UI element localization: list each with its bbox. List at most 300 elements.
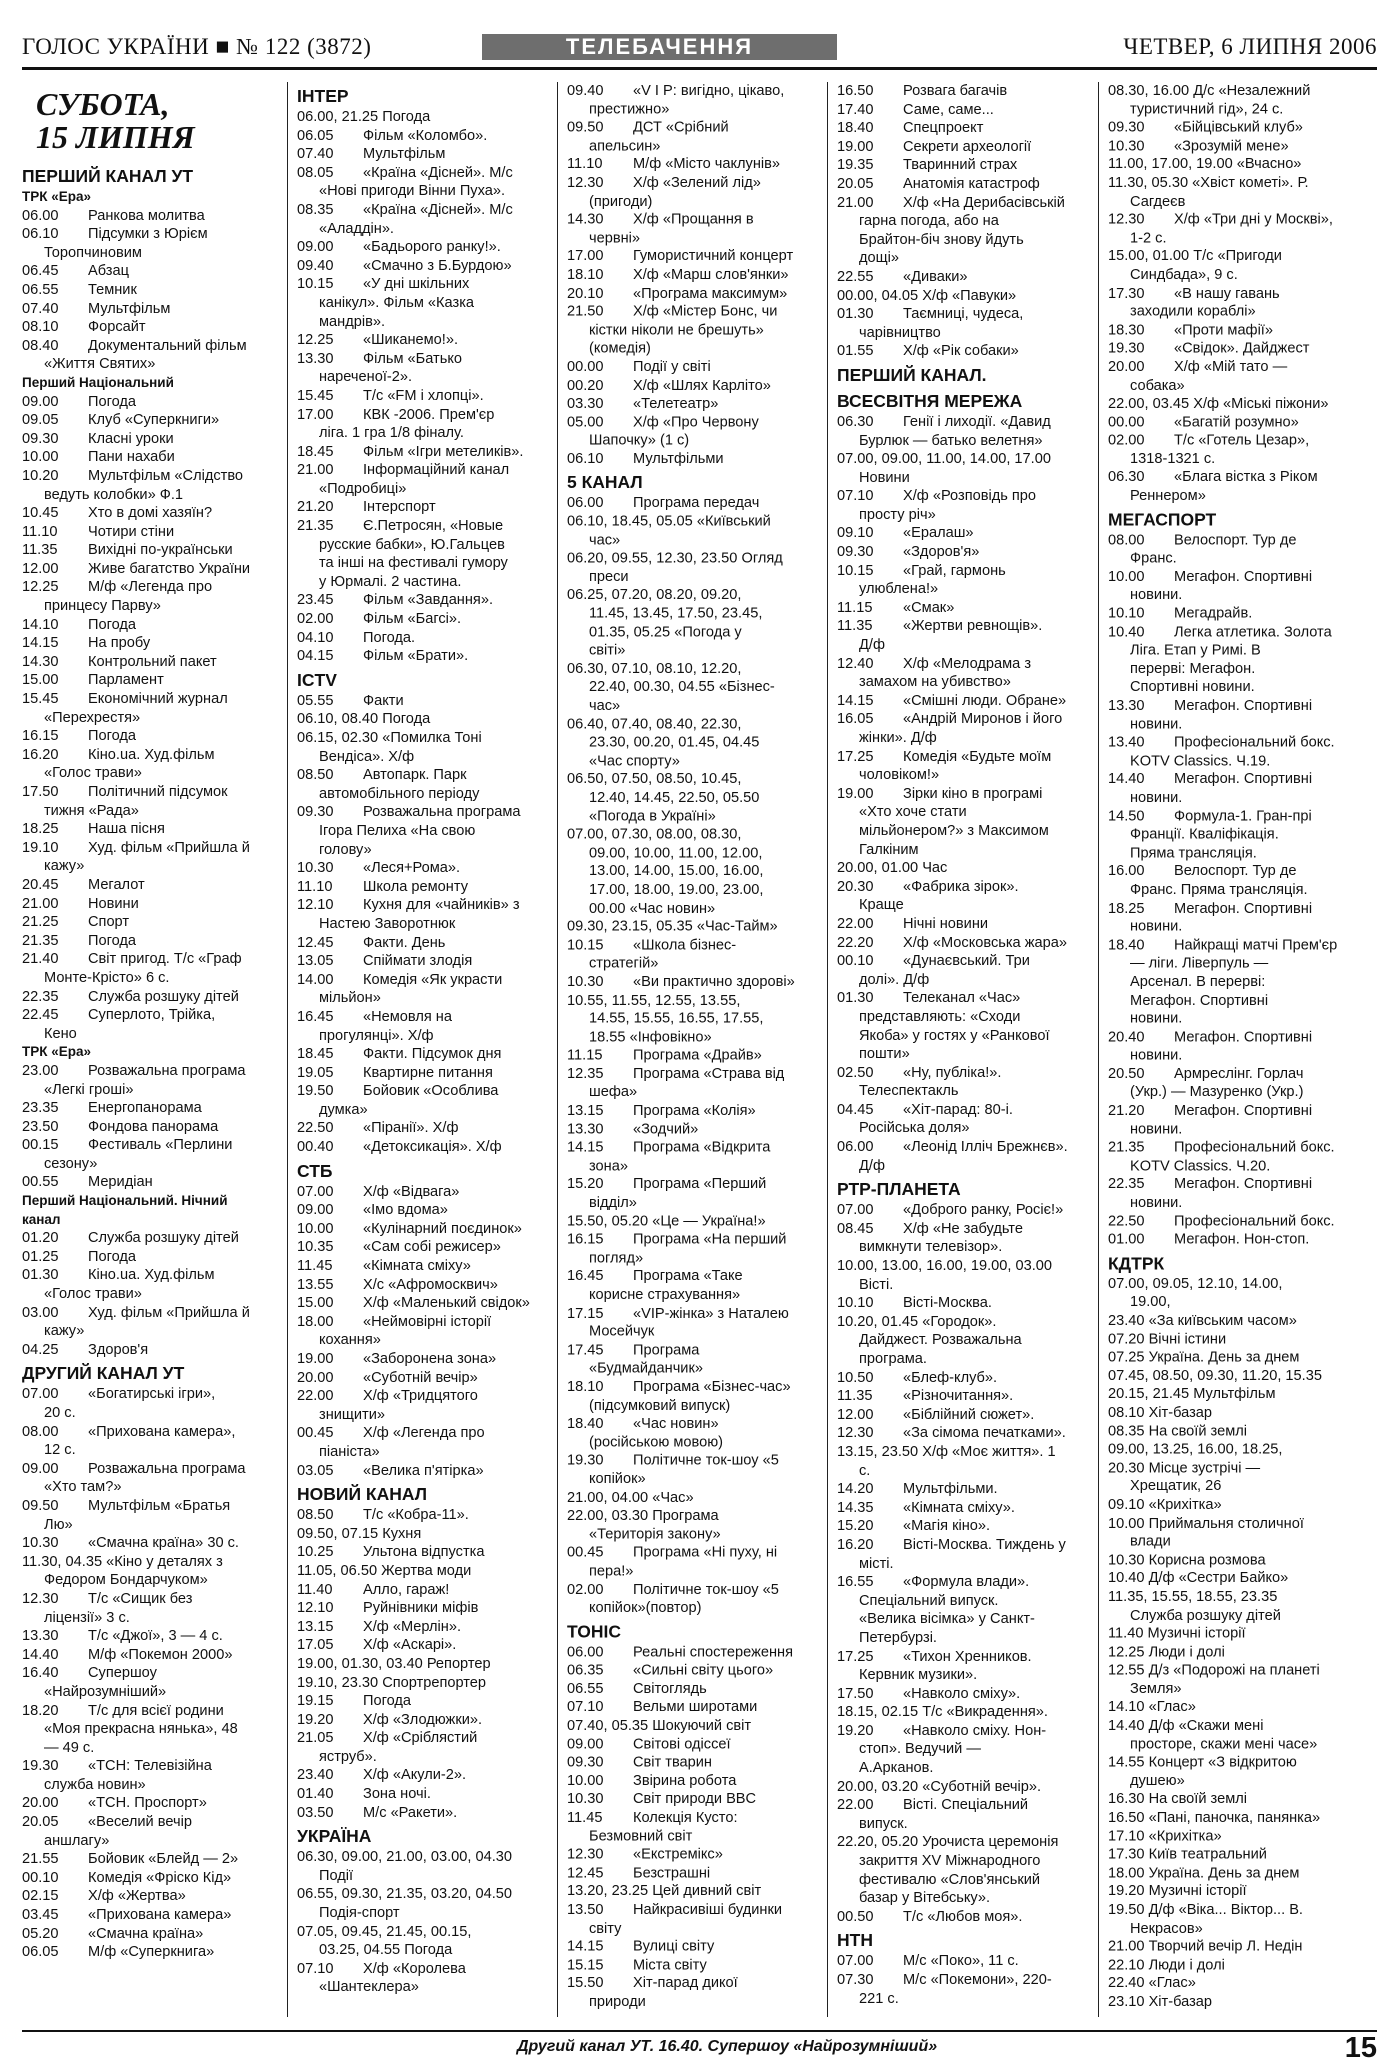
program-time: 20.45 — [22, 876, 59, 893]
program-time: 00.00 — [1108, 414, 1145, 431]
program-time: 16.20 — [22, 746, 59, 763]
program-entry — [1108, 1176, 1380, 1213]
program-continuation: Вендіса». Х/ф — [319, 748, 415, 765]
program-entry — [567, 1864, 829, 1882]
tv-schedule — [22, 82, 1382, 2017]
program-entry — [837, 543, 1099, 562]
program-title: Х/ф «Не забудьте — [903, 1220, 1023, 1237]
program-entry — [1108, 432, 1380, 469]
program-entry — [837, 119, 1099, 138]
program-entry — [837, 1257, 1099, 1294]
program-entry — [1108, 605, 1380, 623]
program-entry — [567, 211, 829, 248]
program-continuation: «Будмайданчик» — [589, 1360, 703, 1377]
program-title: Безстрашні — [633, 1865, 711, 1882]
program-title: Велоспорт. Тур де — [1174, 532, 1297, 549]
program-continuation: чоловіком!» — [859, 767, 940, 784]
channel-subheading: Перший Національний — [22, 374, 174, 390]
program-title: «VIP-жінка» з Наталею — [633, 1305, 789, 1322]
program-entry — [1108, 936, 1380, 1028]
program-title: Мегалот — [88, 876, 145, 893]
program-entry — [837, 599, 1099, 618]
program-title: Х/ф «Злодюжки». — [363, 1711, 483, 1728]
program-continuation: Подія-спорт — [319, 1905, 400, 1922]
program-continuation: у Юрмалі. 2 частина. — [319, 573, 462, 590]
program-continuation: Реннером» — [1130, 488, 1206, 504]
program-continuation: та інші на фестивалі гумору — [319, 555, 508, 572]
program-time: 11.15 — [837, 599, 873, 616]
program-continuation: 1318-1321 с. — [1130, 451, 1216, 468]
program-line: 11.35, 15.55, 18.55, 23.35 — [1108, 1589, 1278, 1605]
program-entry — [837, 1064, 1099, 1101]
program-entry — [1108, 1330, 1380, 1348]
program-entry — [567, 1452, 829, 1489]
program-entry — [567, 771, 829, 826]
program-time: 18.10 — [567, 267, 604, 283]
program-title: «Леся+Рома». — [363, 860, 461, 877]
program-entry — [837, 1796, 1099, 1833]
program-title: Погода. — [363, 629, 416, 646]
program-title: Вулиці світу — [633, 1938, 715, 1955]
program-title: Х/ф «Легенда про — [363, 1425, 485, 1442]
program-time: 21.20 — [297, 499, 334, 516]
program-title: Х/ф «Мерлін». — [363, 1618, 462, 1635]
program-continuation: с. — [859, 1462, 871, 1479]
program-entry — [297, 647, 559, 666]
program-time: 21.35 — [1108, 1139, 1145, 1156]
program-time: 07.00 — [22, 1386, 59, 1403]
program-time: 18.45 — [297, 1046, 334, 1063]
program-entry — [567, 1846, 829, 1864]
program-continuation: 09.00, 10.00, 11.00, 12.00, — [589, 845, 763, 862]
program-title: «Диваки» — [903, 268, 968, 285]
program-entry — [22, 1385, 284, 1422]
program-time: 10.40 — [1108, 624, 1145, 641]
program-time: 00.10 — [22, 1869, 59, 1886]
program-time: 00.15 — [22, 1137, 59, 1154]
program-entry — [1108, 137, 1380, 155]
program-entry — [297, 896, 559, 933]
program-time: 10.30 — [567, 974, 604, 990]
program-entry — [22, 1553, 284, 1590]
program-line: 15.50, 05.20 «Це — Україна!» — [567, 1213, 766, 1230]
program-line: 14.40 Д/ф «Скажи мені — [1108, 1717, 1264, 1734]
program-entry — [1108, 807, 1380, 862]
program-entry — [297, 629, 559, 648]
program-time: 04.10 — [297, 629, 334, 646]
program-time: 09.30 — [1108, 119, 1145, 136]
program-line: 06.20, 09.55, 12.30, 23.50 Огляд — [567, 550, 783, 567]
program-title: М/ф «Суперкнига» — [88, 1944, 215, 1961]
program-continuation: ліга. 1 гра 1/8 фіналу. — [319, 425, 464, 442]
program-time: 16.15 — [22, 728, 59, 745]
program-title: «Біблійний сюжет». — [903, 1406, 1035, 1423]
program-continuation: 18.55 «Інфовікно» — [589, 1029, 712, 1046]
program-title: «Бійцівський клуб» — [1174, 119, 1303, 136]
program-continuation: Спеціальний випуск. — [859, 1592, 999, 1609]
program-entry — [22, 1062, 284, 1099]
program-time: 15.45 — [22, 691, 59, 708]
program-continuation: 12.40, 14.45, 22.50, 05.50 — [589, 789, 760, 806]
program-entry — [567, 992, 829, 1047]
program-time: 10.00 — [1108, 569, 1145, 585]
program-title: Професіональний бокс. — [1174, 1139, 1335, 1156]
program-continuation: Шапочку» (1 с) — [589, 432, 690, 449]
program-time: 06.30 — [1108, 469, 1145, 486]
program-title: Чотири стіни — [88, 523, 175, 540]
program-entry — [22, 1813, 284, 1850]
program-entry — [567, 1507, 829, 1544]
program-title: Програма «Перший — [633, 1176, 767, 1193]
program-title: Розважальна програма — [363, 804, 521, 821]
schedule-column — [22, 82, 284, 1962]
program-title: Комедія «Фріско Кід» — [88, 1869, 232, 1886]
program-title: «Фабрика зірок». — [903, 878, 1019, 895]
program-continuation: вимкнути телевізор». — [859, 1239, 1003, 1256]
program-continuation: «Погода в Україні» — [589, 808, 716, 825]
program-time: 08.05 — [297, 164, 334, 181]
program-entry — [567, 1065, 829, 1102]
program-title: Кіно.ua. Худ.фільм — [88, 1267, 215, 1284]
program-entry — [567, 1489, 829, 1507]
program-title: Телеканал «Час» — [903, 990, 1021, 1007]
program-title: Служба розшуку дітей — [88, 1230, 239, 1247]
program-entry — [22, 671, 284, 690]
program-time: 00.55 — [22, 1174, 59, 1191]
program-line: 10.40 Д/ф «Сестри Байко» — [1108, 1570, 1289, 1587]
program-title: Світ тварин — [633, 1754, 712, 1771]
program-title: Кіно.ua. Худ.фільм — [88, 746, 215, 763]
program-entry — [297, 952, 559, 971]
page-header — [22, 24, 1377, 70]
program-entry — [1108, 1422, 1380, 1440]
program-entry — [837, 1480, 1099, 1499]
program-title: Суперлото, Трійка, — [88, 1007, 216, 1024]
program-continuation: Кервник музики». — [859, 1667, 978, 1684]
program-continuation: престижно» — [589, 101, 670, 118]
program-continuation: закриття XV Міжнародного — [859, 1853, 1041, 1870]
program-title: «Програма максимум» — [633, 285, 788, 302]
program-entry — [297, 971, 559, 1008]
program-title: Х/ф «Шлях Карліто» — [633, 377, 771, 394]
channel-subheading: ТРК «Ера» — [22, 189, 92, 204]
program-title: «Різночитання». — [903, 1388, 1014, 1405]
program-entry — [22, 300, 284, 319]
program-entry — [297, 1276, 559, 1295]
program-time: 10.00 — [22, 449, 59, 466]
program-line: 15.00, 01.00 Т/с «Пригоди — [1108, 248, 1282, 265]
channel-heading: УКРАЇНА — [297, 1826, 372, 1847]
program-title: Х/ф «Містер Бонс, чи — [633, 303, 778, 320]
program-entry — [22, 262, 284, 281]
program-line: 22.10 Люди і долі — [1108, 1957, 1225, 1974]
program-title: «Блага вістка з Ріком — [1174, 469, 1318, 486]
program-entry — [837, 989, 1099, 1063]
program-line: 21.00 Творчий вечір Л. Недін — [1108, 1938, 1303, 1955]
program-title: «V I P: вигідно, цікаво, — [633, 82, 785, 99]
program-time: 11.45 — [567, 1810, 603, 1826]
program-continuation: Якоба» у гостях у «Ранкової — [859, 1027, 1050, 1044]
program-line: 19.50 Д/ф «Віка... Віктор... В. — [1108, 1902, 1303, 1918]
program-line: 08.10 Хіт-базар — [1108, 1404, 1212, 1421]
program-time: 19.30 — [567, 1452, 604, 1469]
program-entry — [837, 82, 1099, 101]
column-divider — [1098, 82, 1099, 2017]
program-continuation: Новини — [859, 469, 910, 486]
program-entry — [297, 1636, 559, 1655]
program-time: 09.00 — [22, 393, 59, 410]
program-entry — [297, 1064, 559, 1083]
program-title: Мультфільм — [88, 300, 171, 317]
program-title: Професіональний бокс. — [1174, 734, 1335, 751]
program-time: 19.35 — [837, 157, 874, 174]
program-time: 11.35 — [837, 1388, 873, 1405]
program-time: 16.15 — [567, 1231, 604, 1248]
program-continuation: світі» — [589, 642, 626, 659]
program-title: «Ералаш» — [903, 525, 974, 542]
program-entry — [837, 1424, 1099, 1443]
program-time: 10.30 — [567, 1791, 604, 1808]
program-title: Документальний фільм — [88, 337, 247, 354]
program-time: 14.40 — [1108, 771, 1145, 788]
program-entry — [297, 859, 559, 878]
program-entry — [1108, 1846, 1380, 1864]
program-time: 01.30 — [837, 306, 874, 323]
program-entry — [1108, 1588, 1380, 1625]
program-entry — [297, 878, 559, 897]
program-continuation: світу — [589, 1920, 622, 1937]
program-continuation: нареченої-2». — [319, 369, 413, 386]
program-time: 11.10 — [22, 523, 58, 540]
program-continuation: «Моя прекрасна нянька», 48 — [44, 1721, 238, 1738]
program-entry — [22, 1646, 284, 1665]
program-time: 12.25 — [22, 579, 59, 596]
program-title: Формула-1. Гран-прі — [1174, 808, 1312, 825]
program-time: 19.00 — [837, 138, 874, 155]
program-entry — [297, 238, 559, 257]
program-time: 12.10 — [297, 1600, 334, 1617]
program-continuation: корисне страхування» — [589, 1287, 741, 1303]
program-continuation: Сагдеєв — [1130, 193, 1186, 210]
program-entry — [837, 175, 1099, 194]
program-title: Погода — [363, 1693, 412, 1710]
section-title: ТЕЛЕБАЧЕННЯ — [482, 34, 837, 60]
program-entry — [297, 1618, 559, 1637]
program-entry — [297, 201, 559, 238]
program-entry — [567, 266, 829, 284]
program-time: 16.40 — [22, 1665, 59, 1682]
program-title: Парламент — [88, 672, 164, 689]
program-time: 18.40 — [1108, 937, 1145, 954]
program-title: Політичне ток-шоу «5 — [633, 1452, 779, 1469]
program-continuation: кажу» — [44, 858, 85, 875]
program-time: 14.30 — [567, 211, 604, 228]
program-title: Мегафон. Спортивні — [1174, 697, 1313, 714]
program-continuation: Монте-Крісто» 6 с. — [44, 969, 170, 986]
program-entry — [1108, 1404, 1380, 1422]
program-time: 04.45 — [837, 1101, 874, 1118]
program-entry — [837, 156, 1099, 175]
program-continuation: «Нові пригоди Вінни Пуха». — [319, 183, 506, 200]
program-title: Факти — [363, 692, 404, 709]
program-time: 06.00 — [22, 207, 59, 224]
program-time: 19.30 — [1108, 340, 1145, 357]
program-continuation: Лю» — [44, 1516, 73, 1533]
program-continuation: «Перехрестя» — [44, 709, 141, 726]
program-time: 03.00 — [22, 1304, 59, 1321]
program-entry — [297, 1506, 559, 1525]
program-entry — [297, 1424, 559, 1461]
program-time: 22.35 — [22, 988, 59, 1005]
program-entry — [567, 1809, 829, 1846]
program-title: «В нашу гавань — [1174, 285, 1280, 302]
program-time: 10.45 — [22, 505, 59, 522]
program-entry — [837, 859, 1099, 878]
program-title: «Доброго ранку, Росіє!» — [903, 1202, 1064, 1219]
program-time: 01.25 — [22, 1248, 59, 1265]
program-time: 14.20 — [837, 1481, 874, 1498]
program-time: 10.30 — [297, 860, 334, 877]
program-title: Програма — [633, 1342, 700, 1359]
program-title: «Леонід Ілліч Брежнєв». — [903, 1139, 1068, 1156]
program-time: 10.00 — [567, 1773, 604, 1790]
program-title: На пробу — [88, 635, 151, 652]
program-line: 07.25 Україна. День за днем — [1108, 1349, 1300, 1366]
program-entry — [22, 225, 284, 262]
program-entry — [567, 1212, 829, 1230]
program-title: «Андрій Миронов і його — [903, 711, 1063, 728]
program-line: 06.10, 18.45, 05.05 «Київський — [567, 513, 771, 530]
program-line: 11.30, 05.30 «Хвіст кометі». Р. — [1108, 175, 1309, 191]
program-line: 22.00, 03.30 Програма — [567, 1508, 719, 1524]
program-continuation: заходили кораблі» — [1130, 303, 1256, 320]
program-continuation: Петербурзі. — [859, 1629, 937, 1646]
program-entry — [22, 1627, 284, 1646]
program-entry — [567, 513, 829, 550]
program-title: Пани нахаби — [88, 449, 175, 466]
program-title: Фільм «Батько — [363, 350, 462, 367]
program-entry — [1108, 1459, 1380, 1496]
program-title: Програма «Страва від — [633, 1066, 785, 1083]
program-line: 19.00, 01.30, 03.40 Репортер — [297, 1655, 491, 1672]
program-continuation: новини. — [1130, 716, 1183, 733]
program-title: Хіт-парад дикої — [633, 1975, 738, 1992]
program-time: 23.35 — [22, 1100, 59, 1117]
program-entry — [837, 305, 1099, 342]
program-time: 20.30 — [837, 878, 874, 895]
program-continuation: гарна погода, або на — [859, 213, 999, 230]
program-line: 00.00, 04.05 Х/ф «Павуки» — [837, 287, 1017, 304]
program-continuation: Краще — [859, 897, 904, 914]
program-title: Т/с «Сищик без — [88, 1590, 193, 1607]
program-entry — [22, 1850, 284, 1869]
program-entry — [837, 1778, 1099, 1797]
program-time: 09.30 — [22, 430, 59, 447]
program-line: 09.00, 13.25, 16.00, 18.25, — [1108, 1441, 1283, 1458]
program-title: «Смачно з Б.Бурдою» — [363, 257, 512, 274]
program-continuation: Дайджест. Розважальна — [859, 1332, 1022, 1349]
program-entry — [567, 918, 829, 936]
program-title: Х/ф «Жертва» — [88, 1888, 186, 1905]
program-entry — [22, 950, 284, 987]
program-continuation: шефа» — [589, 1084, 638, 1101]
program-time: 09.40 — [567, 82, 604, 99]
program-title: «Навколо сміху. Нон- — [903, 1722, 1047, 1739]
program-continuation: 03.25, 04.55 Погода — [319, 1942, 453, 1959]
program-line: 18.00 Україна. День за днем — [1108, 1865, 1300, 1882]
program-title: Клуб «Суперкниги» — [88, 412, 220, 429]
program-entry — [22, 337, 284, 374]
program-entry — [567, 494, 829, 512]
program-line: 06.10, 08.40 Погода — [297, 711, 431, 728]
program-title: «Ви практично здорові» — [633, 974, 795, 990]
program-entry — [22, 783, 284, 820]
program-entry — [1108, 1514, 1380, 1551]
program-title: Т/с для всієї родини — [88, 1702, 224, 1719]
program-time: 17.40 — [837, 101, 874, 118]
program-line: 21.00, 04.00 «Час» — [567, 1489, 694, 1506]
program-entry — [567, 715, 829, 770]
channel-heading: КДТРК — [1108, 1253, 1165, 1274]
program-title: «Велика п'ятірка» — [363, 1462, 484, 1479]
channel-heading: НТН — [837, 1930, 873, 1951]
program-entry — [297, 1711, 559, 1730]
program-continuation: думка» — [319, 1101, 368, 1118]
program-title: «Суботній вечір» — [363, 1369, 478, 1386]
schedule-column — [567, 82, 829, 2031]
program-entry — [22, 1460, 284, 1497]
program-entry — [567, 1680, 829, 1698]
program-entry — [22, 653, 284, 672]
program-time: 06.05 — [22, 1944, 59, 1961]
program-entry — [1108, 697, 1380, 734]
program-entry — [22, 560, 284, 579]
program-continuation: 19.00, — [1130, 1294, 1171, 1311]
program-continuation: новини. — [1130, 1195, 1183, 1211]
program-entry — [1108, 1441, 1380, 1459]
program-line: 06.15, 02.30 «Помилка Тоні — [297, 730, 482, 746]
program-continuation: тижня «Рада» — [44, 802, 139, 819]
program-title: Меридіан — [88, 1174, 153, 1191]
program-entry — [297, 461, 559, 498]
program-title: Квартирне питання — [363, 1064, 493, 1081]
program-time: 15.50 — [567, 1975, 604, 1992]
program-time: 11.45 — [297, 1258, 333, 1275]
program-line: 13.15, 23.50 Х/ф «Моє життя». 1 — [837, 1443, 1056, 1460]
program-line: 19.20 Музичні історії — [1108, 1883, 1247, 1900]
program-time: 17.50 — [837, 1685, 874, 1702]
program-line: 14.55 Концерт «З відкритою — [1108, 1754, 1297, 1771]
program-entry — [1108, 1791, 1380, 1809]
program-entry — [567, 550, 829, 587]
program-entry — [297, 1257, 559, 1276]
program-entry — [22, 504, 284, 523]
program-entry — [22, 1099, 284, 1118]
program-entry — [22, 616, 284, 635]
program-title: Супершоу — [88, 1665, 157, 1682]
program-title: Новини — [88, 895, 139, 912]
program-time: 14.15 — [837, 692, 874, 709]
program-continuation: русские бабки», Ю.Гальцев — [319, 536, 505, 553]
program-entry — [837, 101, 1099, 120]
program-line: 10.20, 01.45 «Городок». — [837, 1313, 997, 1330]
program-entry — [567, 1231, 829, 1268]
program-entry — [567, 1047, 829, 1065]
program-time: 12.30 — [1108, 211, 1145, 228]
program-title: Світ природи BBC — [633, 1791, 757, 1808]
program-title: Міста світу — [633, 1957, 707, 1974]
program-title: «Прихована камера» — [88, 1907, 232, 1924]
